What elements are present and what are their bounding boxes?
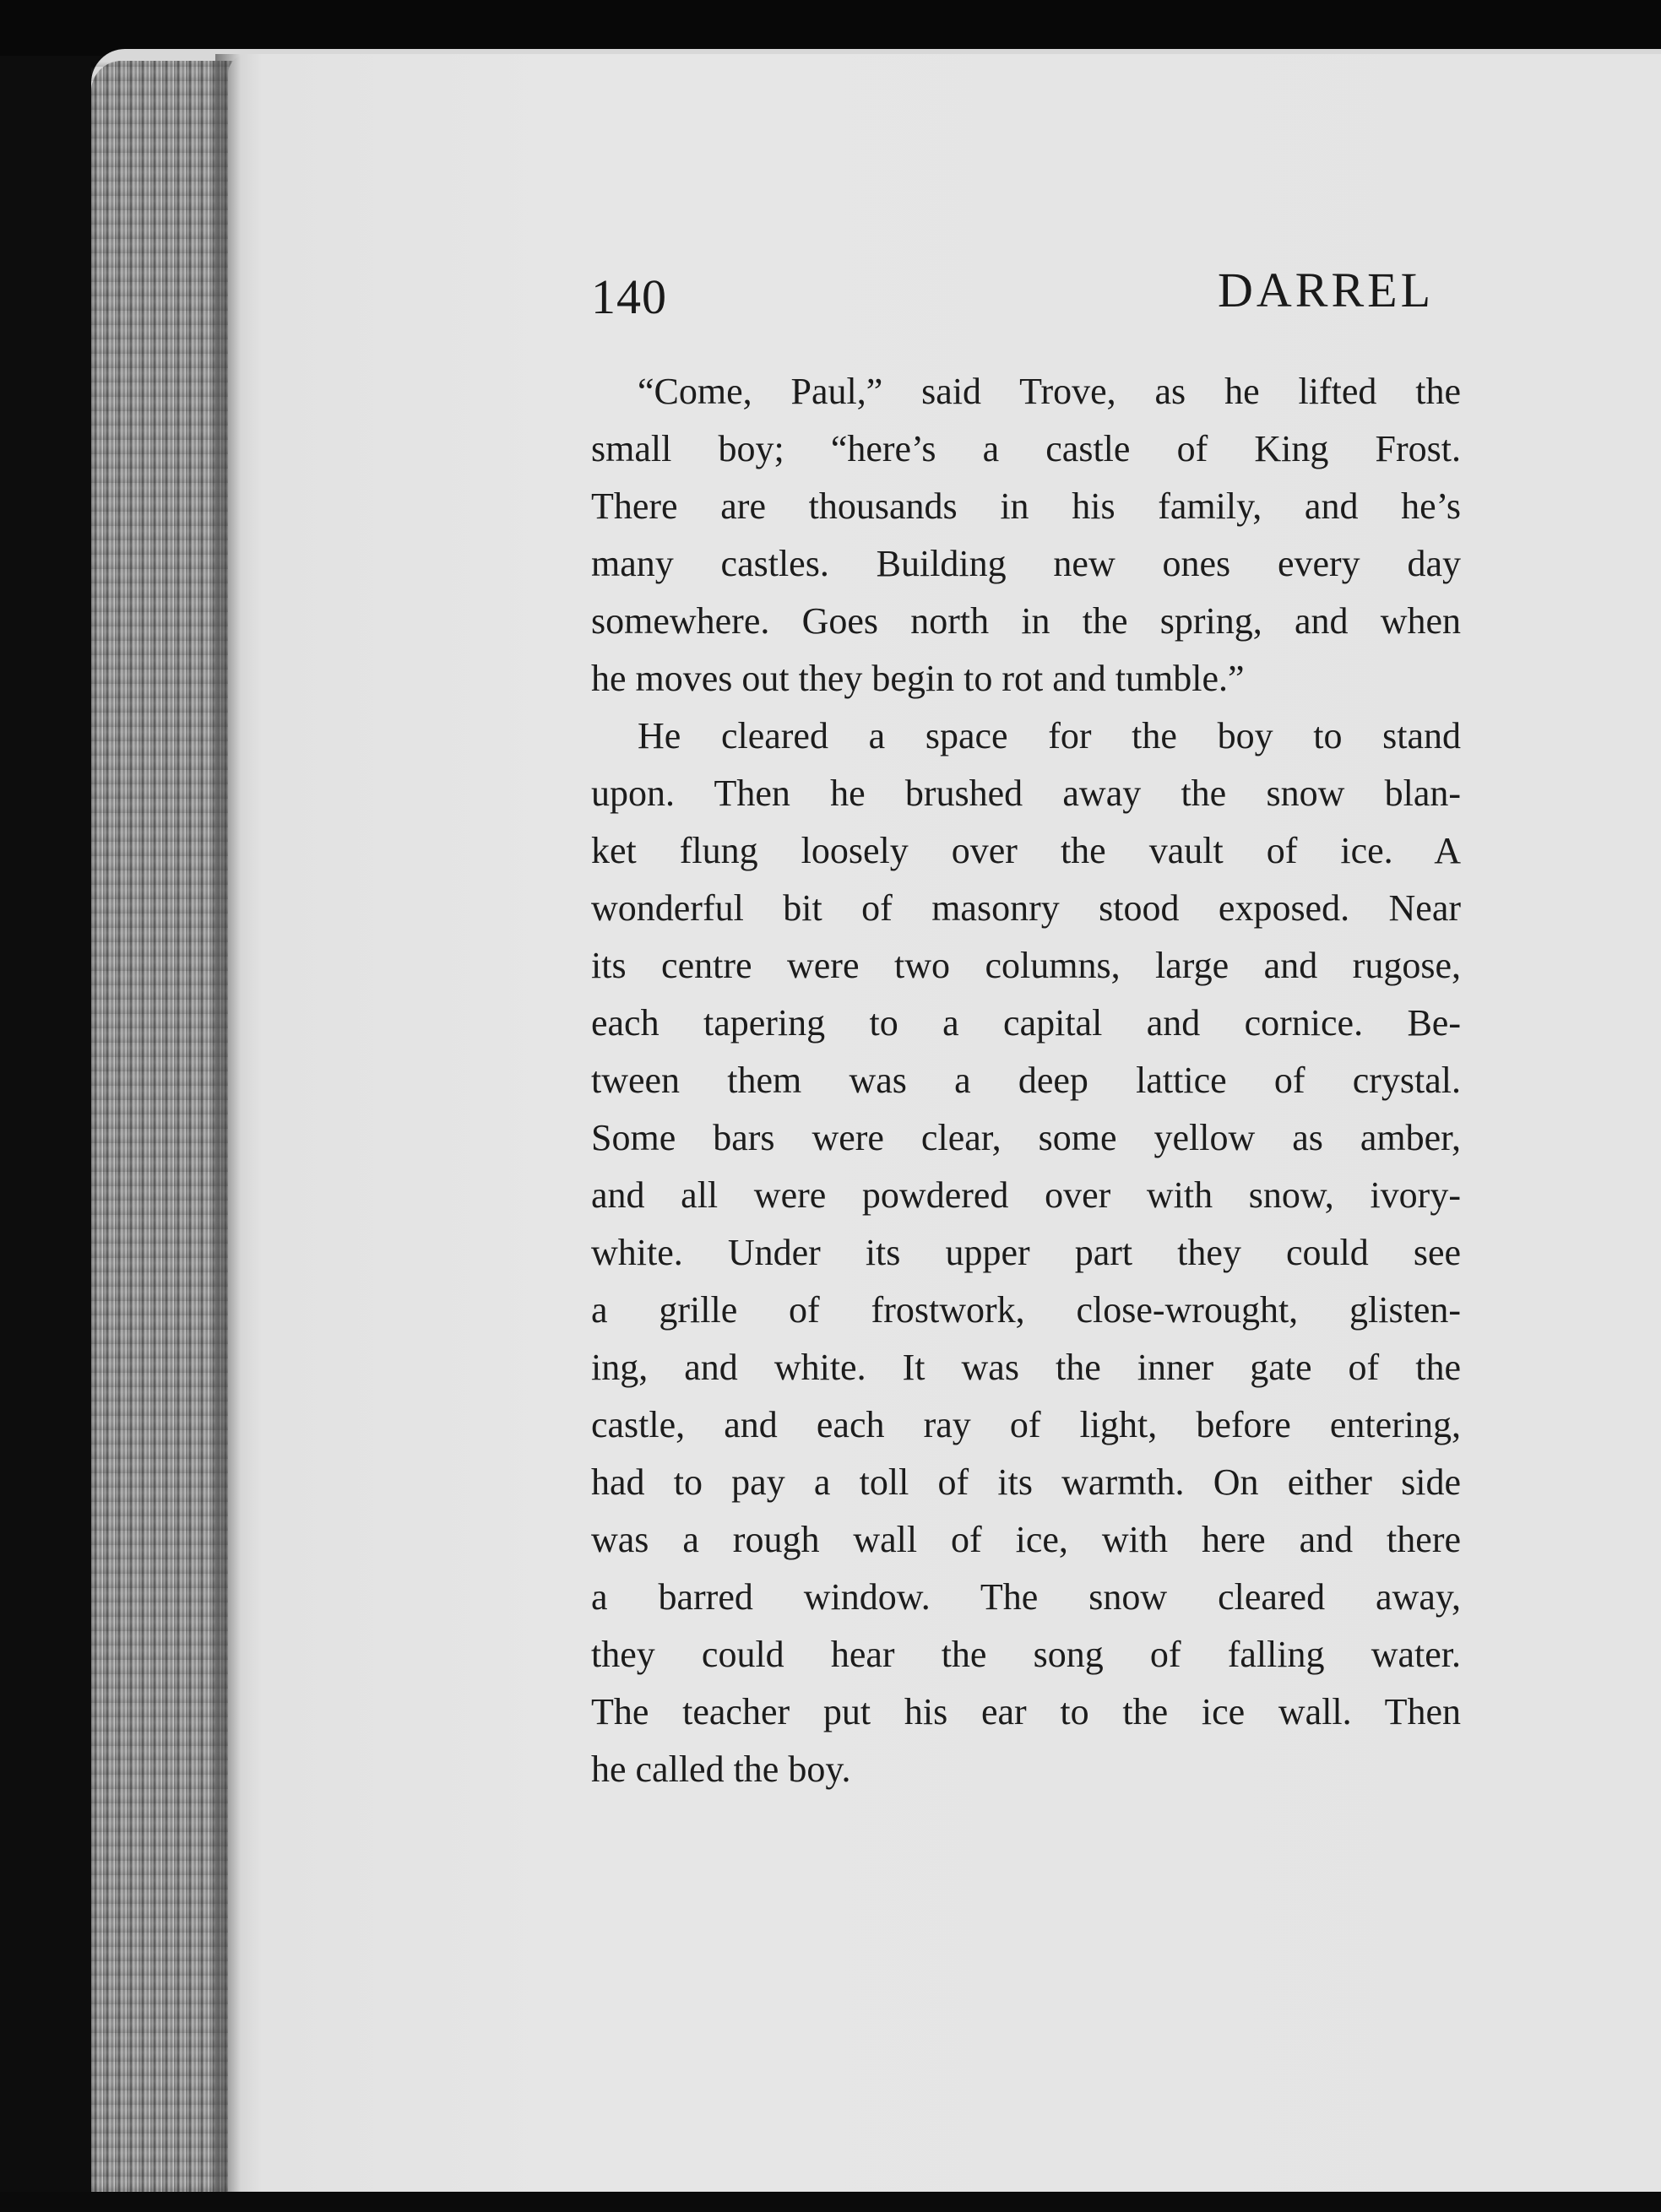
text-line: Some bars were clear, some yellow as amber, xyxy=(591,1117,1461,1158)
text-line: had to pay a toll of its warmth. On either side xyxy=(591,1461,1461,1503)
text-line: a barred window. The snow cleared away, xyxy=(591,1576,1461,1618)
text-line: somewhere. Goes north in the spring, and when xyxy=(591,600,1461,642)
text-line: many castles. Building new ones every day xyxy=(591,543,1461,584)
paragraph-1 xyxy=(591,363,1461,708)
body-text xyxy=(591,363,1461,1798)
text-line: ing, and white. It was the inner gate of the xyxy=(591,1347,1461,1388)
gutter-shadow xyxy=(215,54,241,2198)
running-head: DARREL xyxy=(1218,263,1434,317)
scan-top-border xyxy=(0,0,1661,56)
text-line: “Come, Paul,” said Trove, as he lifted the xyxy=(638,371,1461,412)
text-line: There are thousands in his family, and he’s xyxy=(591,485,1461,527)
page-edges xyxy=(91,61,235,2205)
text-line: he moves out they begin to rot and tumble.” xyxy=(591,658,1245,699)
text-line: He cleared a space for the boy to stand xyxy=(638,715,1461,756)
text-line: they could hear the song of falling water. xyxy=(591,1634,1461,1675)
text-line: each tapering to a capital and cornice. Be- xyxy=(591,1002,1461,1044)
text-line: tween them was a deep lattice of crystal. xyxy=(591,1060,1461,1101)
text-line: upon. Then he brushed away the snow blan- xyxy=(591,773,1461,814)
text-line: its centre were two columns, large and rugose, xyxy=(591,945,1461,986)
text-line: a grille of frostwork, close-wrought, glisten- xyxy=(591,1289,1461,1331)
text-line: wonderful bit of masonry stood exposed. Near xyxy=(591,887,1461,929)
text-line: he called the boy. xyxy=(591,1748,851,1790)
text-line: and all were powdered over with snow, ivory- xyxy=(591,1174,1461,1216)
text-line: small boy; “here’s a castle of King Frost. xyxy=(591,428,1461,469)
text-line: castle, and each ray of light, before entering, xyxy=(591,1404,1461,1445)
text-line: white. Under its upper part they could see xyxy=(591,1232,1461,1273)
text-line: ket flung loosely over the vault of ice. A xyxy=(591,830,1461,871)
paragraph-2 xyxy=(591,708,1461,1798)
text-line: The teacher put his ear to the ice wall. Then xyxy=(591,1691,1461,1732)
text-line: was a rough wall of ice, with here and there xyxy=(591,1519,1461,1560)
page-number: 140 xyxy=(591,269,667,324)
scan-bottom-border xyxy=(0,2192,1661,2212)
